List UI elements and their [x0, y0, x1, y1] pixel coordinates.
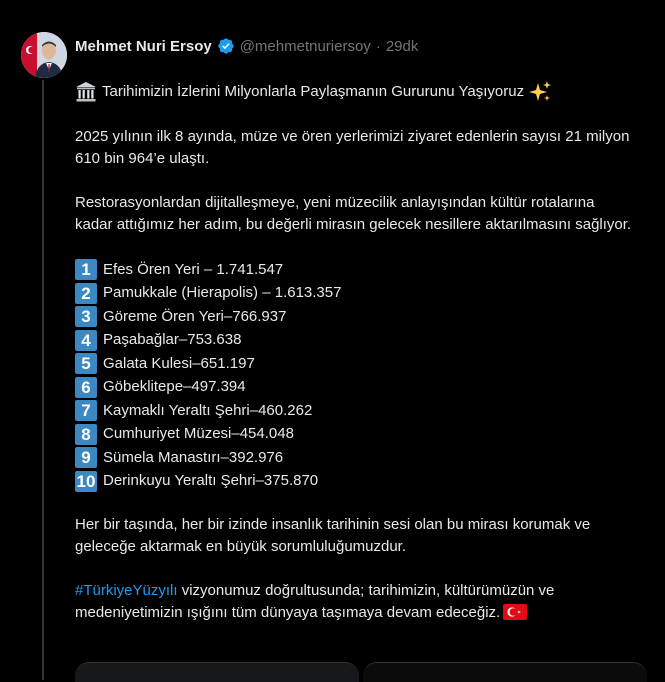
keycap-number-icon: 7 — [75, 400, 97, 421]
turkey-flag-icon — [503, 603, 527, 621]
keycap-number-icon: 5 — [75, 353, 97, 374]
post-paragraph-4-text: vizyonumuz doğrultusunda; tarihimizin, kültürümüzün ve medeniyetimizin ışığını tüm dünyaya taşımaya devam edeceğiz. — [75, 582, 555, 621]
list-item-text: Sümela Manastırı–392.976 — [103, 448, 284, 466]
list-item-text: Göreme Ören Yeri–766.937 — [103, 307, 287, 325]
post-title-line — [75, 78, 635, 106]
list-item — [75, 446, 635, 470]
sparkles-icon — [528, 80, 552, 104]
list-item-text: Pamukkale (Hierapolis) – 1.613.357 — [103, 284, 342, 302]
list-item — [75, 376, 635, 400]
post-header — [75, 36, 418, 56]
media-tile-left[interactable] — [75, 662, 359, 682]
list-item-text: Cumhuriyet Müzesi–454.048 — [103, 425, 294, 443]
keycap-number-icon: 10 — [76, 471, 96, 491]
verified-badge-icon[interactable] — [217, 37, 235, 55]
list-item — [75, 352, 635, 376]
keycap-number-icon: 3 — [75, 306, 97, 327]
list-item-text: Galata Kulesi–651.197 — [103, 354, 255, 372]
media-preview[interactable] — [75, 662, 647, 682]
list-item — [75, 305, 635, 329]
list-item-text: Paşabağlar–753.638 — [103, 331, 242, 349]
separator-dot: · — [375, 37, 381, 55]
list-item — [75, 258, 635, 282]
keycap-number-icon: 6 — [75, 377, 97, 398]
avatar[interactable] — [21, 32, 67, 78]
keycap-number-icon: 9 — [75, 447, 97, 468]
list-item-text: Efes Ören Yeri – 1.741.547 — [103, 260, 284, 278]
post-paragraph-4 — [75, 580, 635, 624]
post-title: Tarihimizin İzlerini Milyonlarla Paylaşmanın Gururunu Yaşıyoruz — [102, 83, 525, 100]
list-item-text: Derinkuyu Yeraltı Şehri–375.870 — [103, 472, 319, 490]
classical-building-icon — [75, 81, 97, 103]
list-item — [75, 329, 635, 353]
keycap-number-icon: 8 — [75, 424, 97, 445]
post-body — [75, 78, 635, 624]
post-paragraph-2: Restorasyonlardan dijitalleşmeye, yeni müzecilik anlayışından kültür rotalarına kadar attığımız her adım, bu değerli mirasın gelecek nesillere aktarılmasını sağlıyor. — [75, 194, 632, 233]
list-item-text: Kaymaklı Yeraltı Şehri–460.262 — [103, 401, 313, 419]
keycap-number-icon: 1 — [75, 259, 97, 280]
list-item-text: Göbeklitepe–497.394 — [103, 378, 246, 396]
keycap-number-icon: 4 — [75, 330, 97, 351]
author-name[interactable]: Mehmet Nuri Ersoy — [75, 37, 212, 55]
list-item — [75, 282, 635, 306]
post-paragraph-3: Her bir taşında, her bir izinde insanlık tarihinin sesi olan bu mirası korumak ve geleceğe aktarmak en büyük sorumluluğumuzdur. — [75, 516, 591, 555]
post-time[interactable]: 29dk — [385, 37, 419, 55]
keycap-number-icon: 2 — [75, 283, 97, 304]
museum-ranking-list — [75, 258, 635, 493]
list-item — [75, 423, 635, 447]
list-item — [75, 470, 635, 494]
media-tile-right[interactable] — [363, 662, 647, 682]
author-handle[interactable]: @mehmetnuriersoy — [239, 37, 371, 55]
list-item — [75, 399, 635, 423]
post-paragraph-1: 2025 yılının ilk 8 ayında, müze ve ören yerlerimizi ziyaret edenlerin sayısı 21 milyon 610 bin 964’e ulaştı. — [75, 128, 630, 167]
thread-line — [42, 80, 44, 680]
avatar-image — [21, 32, 67, 78]
hashtag-link[interactable]: #TürkiyeYüzyılı — [75, 582, 178, 599]
